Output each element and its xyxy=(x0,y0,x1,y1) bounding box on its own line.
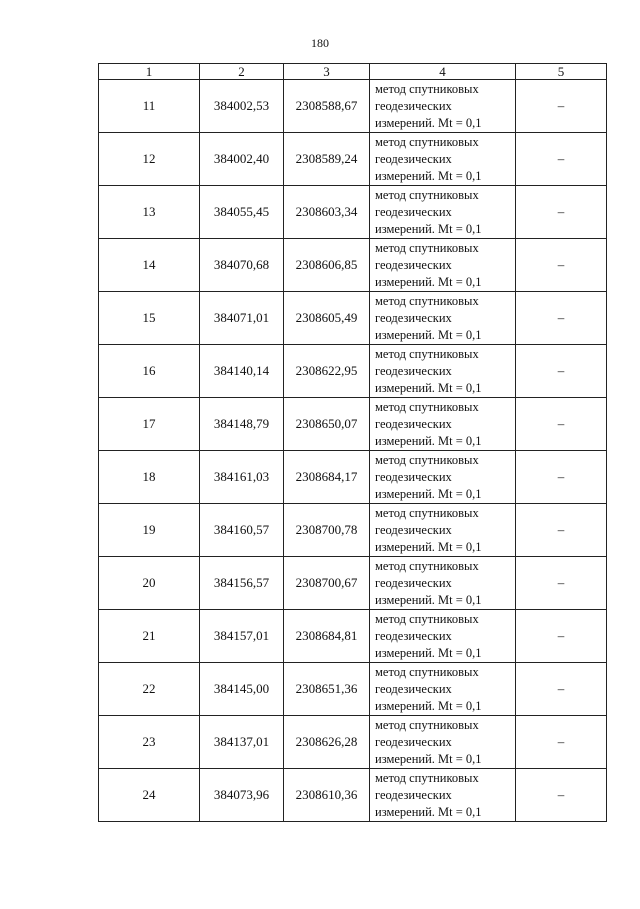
method-line: измерений. Mt = 0,1 xyxy=(375,115,482,130)
description-cell: – xyxy=(516,186,607,239)
x-coordinate: 384156,57 xyxy=(200,557,284,610)
description-cell: – xyxy=(516,663,607,716)
point-number: 19 xyxy=(99,504,200,557)
method-line: метод спутниковых xyxy=(375,293,479,308)
y-coordinate: 2308684,81 xyxy=(284,610,370,663)
header-col-1: 1 xyxy=(99,64,200,80)
table-row xyxy=(99,186,607,239)
method-line: геодезических xyxy=(375,363,452,378)
description-cell: – xyxy=(516,292,607,345)
y-coordinate: 2308605,49 xyxy=(284,292,370,345)
table-row xyxy=(99,133,607,186)
y-coordinate: 2308589,24 xyxy=(284,133,370,186)
x-coordinate: 384055,45 xyxy=(200,186,284,239)
point-number: 18 xyxy=(99,451,200,504)
description-cell: – xyxy=(516,716,607,769)
y-coordinate: 2308651,36 xyxy=(284,663,370,716)
method-line: геодезических xyxy=(375,575,452,590)
description-cell: – xyxy=(516,345,607,398)
point-number: 22 xyxy=(99,663,200,716)
method-cell xyxy=(370,80,516,133)
x-coordinate: 384140,14 xyxy=(200,345,284,398)
table-row xyxy=(99,610,607,663)
method-line: геодезических xyxy=(375,734,452,749)
method-cell xyxy=(370,504,516,557)
table-header-row xyxy=(99,64,607,80)
table-row xyxy=(99,663,607,716)
header-col-2: 2 xyxy=(200,64,284,80)
table-row xyxy=(99,398,607,451)
y-coordinate: 2308700,78 xyxy=(284,504,370,557)
method-line: измерений. Mt = 0,1 xyxy=(375,804,482,819)
table-row xyxy=(99,716,607,769)
method-line: метод спутниковых xyxy=(375,81,479,96)
table-row xyxy=(99,239,607,292)
method-line: измерений. Mt = 0,1 xyxy=(375,433,482,448)
method-line: метод спутниковых xyxy=(375,717,479,732)
description-cell: – xyxy=(516,80,607,133)
point-number: 24 xyxy=(99,769,200,822)
method-line: геодезических xyxy=(375,98,452,113)
method-cell xyxy=(370,663,516,716)
header-col-4: 4 xyxy=(370,64,516,80)
description-cell: – xyxy=(516,239,607,292)
method-line: метод спутниковых xyxy=(375,558,479,573)
y-coordinate: 2308610,36 xyxy=(284,769,370,822)
table-row xyxy=(99,292,607,345)
method-cell xyxy=(370,133,516,186)
method-line: метод спутниковых xyxy=(375,346,479,361)
x-coordinate: 384157,01 xyxy=(200,610,284,663)
y-coordinate: 2308603,34 xyxy=(284,186,370,239)
point-number: 13 xyxy=(99,186,200,239)
method-line: геодезических xyxy=(375,310,452,325)
page-number: 180 xyxy=(311,36,329,50)
method-line: метод спутниковых xyxy=(375,240,479,255)
y-coordinate: 2308626,28 xyxy=(284,716,370,769)
header-col-3: 3 xyxy=(284,64,370,80)
method-cell xyxy=(370,186,516,239)
table-row xyxy=(99,557,607,610)
method-line: метод спутниковых xyxy=(375,770,479,785)
table-row xyxy=(99,345,607,398)
method-line: измерений. Mt = 0,1 xyxy=(375,221,482,236)
x-coordinate: 384071,01 xyxy=(200,292,284,345)
method-line: геодезических xyxy=(375,416,452,431)
x-coordinate: 384002,53 xyxy=(200,80,284,133)
x-coordinate: 384148,79 xyxy=(200,398,284,451)
point-number: 21 xyxy=(99,610,200,663)
point-number: 14 xyxy=(99,239,200,292)
method-line: измерений. Mt = 0,1 xyxy=(375,698,482,713)
method-cell xyxy=(370,716,516,769)
y-coordinate: 2308588,67 xyxy=(284,80,370,133)
header-col-5: 5 xyxy=(516,64,607,80)
table-row xyxy=(99,80,607,133)
method-cell xyxy=(370,557,516,610)
description-cell: – xyxy=(516,610,607,663)
method-line: геодезических xyxy=(375,151,452,166)
method-line: метод спутниковых xyxy=(375,452,479,467)
description-cell: – xyxy=(516,504,607,557)
method-line: геодезических xyxy=(375,257,452,272)
table-row xyxy=(99,504,607,557)
point-number: 11 xyxy=(99,80,200,133)
method-line: геодезических xyxy=(375,681,452,696)
method-cell xyxy=(370,451,516,504)
table-row xyxy=(99,451,607,504)
method-line: измерений. Mt = 0,1 xyxy=(375,751,482,766)
description-cell: – xyxy=(516,398,607,451)
method-line: метод спутниковых xyxy=(375,664,479,679)
method-line: измерений. Mt = 0,1 xyxy=(375,168,482,183)
method-line: измерений. Mt = 0,1 xyxy=(375,486,482,501)
x-coordinate: 384002,40 xyxy=(200,133,284,186)
point-number: 15 xyxy=(99,292,200,345)
method-line: метод спутниковых xyxy=(375,611,479,626)
x-coordinate: 384145,00 xyxy=(200,663,284,716)
method-line: метод спутниковых xyxy=(375,134,479,149)
x-coordinate: 384161,03 xyxy=(200,451,284,504)
description-cell: – xyxy=(516,557,607,610)
x-coordinate: 384160,57 xyxy=(200,504,284,557)
method-line: измерений. Mt = 0,1 xyxy=(375,274,482,289)
method-line: геодезических xyxy=(375,628,452,643)
point-number: 12 xyxy=(99,133,200,186)
method-line: метод спутниковых xyxy=(375,399,479,414)
coordinates-table xyxy=(98,63,607,822)
method-line: измерений. Mt = 0,1 xyxy=(375,592,482,607)
method-line: метод спутниковых xyxy=(375,505,479,520)
description-cell: – xyxy=(516,133,607,186)
method-line: измерений. Mt = 0,1 xyxy=(375,539,482,554)
method-line: геодезических xyxy=(375,469,452,484)
method-cell xyxy=(370,769,516,822)
method-cell xyxy=(370,398,516,451)
method-line: измерений. Mt = 0,1 xyxy=(375,327,482,342)
method-cell xyxy=(370,610,516,663)
method-line: геодезических xyxy=(375,787,452,802)
y-coordinate: 2308622,95 xyxy=(284,345,370,398)
method-line: геодезических xyxy=(375,522,452,537)
point-number: 23 xyxy=(99,716,200,769)
point-number: 16 xyxy=(99,345,200,398)
method-line: метод спутниковых xyxy=(375,187,479,202)
method-cell xyxy=(370,292,516,345)
method-line: измерений. Mt = 0,1 xyxy=(375,380,482,395)
y-coordinate: 2308606,85 xyxy=(284,239,370,292)
method-cell xyxy=(370,239,516,292)
point-number: 20 xyxy=(99,557,200,610)
y-coordinate: 2308700,67 xyxy=(284,557,370,610)
y-coordinate: 2308650,07 xyxy=(284,398,370,451)
x-coordinate: 384137,01 xyxy=(200,716,284,769)
x-coordinate: 384073,96 xyxy=(200,769,284,822)
x-coordinate: 384070,68 xyxy=(200,239,284,292)
table-body xyxy=(99,80,607,822)
method-line: измерений. Mt = 0,1 xyxy=(375,645,482,660)
description-cell: – xyxy=(516,769,607,822)
y-coordinate: 2308684,17 xyxy=(284,451,370,504)
method-line: геодезических xyxy=(375,204,452,219)
description-cell: – xyxy=(516,451,607,504)
table-row xyxy=(99,769,607,822)
method-cell xyxy=(370,345,516,398)
point-number: 17 xyxy=(99,398,200,451)
